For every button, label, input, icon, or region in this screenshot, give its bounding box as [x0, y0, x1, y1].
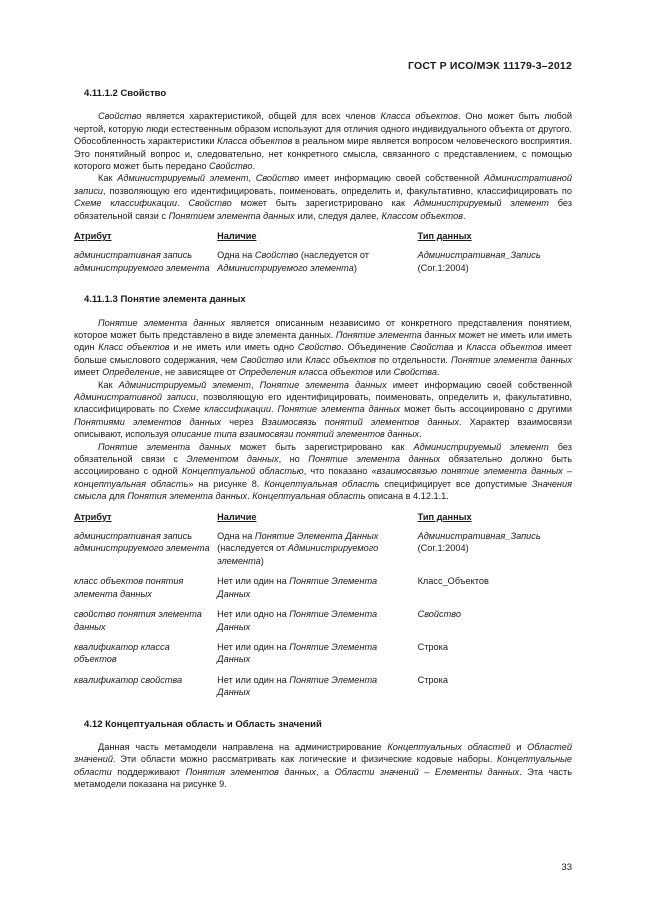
paragraph-data-element-concept-administered-item: Как Администрируемый элемент, Понятие элемента данных имеет информацию своей собственной Административной записи, позволяющую его идентифицировать, поименовать, определить и, факультативно, классифицировать по Схеме классификации. Понятие элемента данных может быть ассоциировано с другими Понятиями элементов данных через Взаимосвязь понятий элементов данных. Характер взаимосвязи описывают, используя описание типа взаимосвязи понятий элементов данных.: [74, 379, 573, 440]
attribute-table-property-wrapper: [74, 230, 572, 278]
attribute-table-data-element-concept: [74, 511, 572, 703]
cell-datatype: Административная_Запись (Cor.1:2004): [417, 531, 541, 554]
cell-datatype: Класс_Объектов: [417, 576, 489, 587]
column-header-presence: Наличие: [217, 511, 257, 522]
attribute-table-dec-wrapper: [74, 511, 572, 703]
section-heading-4-11-1-2: 4.11.1.2 Свойство: [84, 88, 167, 99]
column-header-attribute: Атрибут: [74, 511, 112, 522]
cell-datatype: Свойство: [417, 609, 461, 620]
cell-presence: Нет или один на Понятие Элемента Данных: [217, 674, 378, 698]
cell-datatype: Строка: [417, 674, 448, 685]
cell-presence: Нет или один на Понятие Элемента Данных: [217, 576, 378, 599]
cell-attribute: квалификатор свойства: [74, 674, 183, 685]
cell-attribute: свойство понятия элемента данных: [74, 609, 202, 632]
table-header-row: [74, 511, 572, 526]
paragraph-property-administered-item: Как Администрируемый элемент, Свойство имеет информацию своей собственной Административной записи, позволяющую его идентифицировать, поименовать, определить и, факультативно, классифицировать по Схеме классификации. Свойство может быть зарегистрировано как Администрируемый элемент без обязательной связи с Понятием элемента данных или, следуя далее, Классом объектов.: [74, 173, 572, 221]
page-number: 33: [561, 862, 572, 873]
cell-attribute: административная запись администрируемого элемента: [74, 531, 210, 554]
cell-attribute: класс объектов понятия элемента данных: [74, 576, 184, 599]
cell-presence: Одна на Понятие Элемента Данных (наследуется от Администрируемого элемента): [217, 531, 379, 566]
paragraph-data-element-concept-definition: Понятие элемента данных является описанным независимо от конкретного представления понятием, которое может быть представлено в виде элемента данных. Понятие элемента данных может не иметь или иметь один Класс объектов и не иметь или иметь одно Свойство. Объединение Свойства и Класса объектов имеет больше смыслового содержания, чем Свойство или Класс объектов по отдельности. Понятие элемента данных имеет Определение, не зависящее от Определения класса объектов или Свойства.: [74, 317, 573, 378]
column-header-datatype: Тип данных: [417, 231, 472, 241]
section-heading-4-11-1-3: 4.11.1.3 Понятие элемента данных: [84, 294, 246, 306]
page-content: [74, 88, 572, 791]
table-header-row: [74, 230, 572, 245]
page-header-standard-number: ГОСТ Р ИСО/МЭК 11179-3–2012: [407, 60, 572, 72]
table-row: [74, 571, 572, 604]
cell-attribute: административная запись администрируемого элемента: [74, 250, 210, 273]
table-row: [74, 526, 572, 571]
table-row: [74, 245, 572, 278]
cell-attribute: квалификатор класса объектов: [74, 641, 170, 665]
paragraph-data-element-concept-registration: Понятие элемента данных может быть зарегистрировано как Администрируемый элемент без обязательной связи с Элементом данных, но Понятие элемента данных обязательно должно быть ассоциировано с одной Концептуальной областью, что показано «взаимосвязью понятие элемента данных – концептуальная область» на рисунке 8. Концептуальная область специфицирует все допустимые Значения смысла для Понятия элемента данных. Концептуальная область описана в 4.12.1.1.: [74, 441, 573, 502]
cell-presence: Нет или один на Понятие Элемента Данных: [217, 641, 378, 665]
column-header-attribute: Атрибут: [74, 231, 112, 241]
paragraph-property-definition: Свойство является характеристикой, общей для всех членов Класса объектов. Оно может быть любой чертой, которую люди естественным образом используют для отличия одного индивидуального объекта от другого. Обособленность характеристики Класса объектов в реальном мире является вопросом человеческого восприятия. Это понятийный вопрос и, следовательно, нет конкретного смысла, связанного с представлением, с помощью которого может быть передано Свойство.: [74, 111, 572, 171]
cell-datatype: Административная_Запись (Cor.1:2004): [417, 250, 541, 273]
table-row: [74, 637, 572, 670]
table-row: [74, 670, 572, 703]
paragraph-conceptual-domain-intro: Данная часть метамодели направлена на администрирование Концептуальных областей и Областей значений. Эти области можно рассматривать как логические и физические кодовые наборы. Концептуальные области поддерживают Понятия элементов данных, а Области значений – Елементы данных. Эта часть метамодели показана на рисунке 9.: [74, 741, 572, 790]
cell-presence: Одна на Свойство (наследуется от Администрируемого элемента): [217, 250, 369, 273]
attribute-table-property: [74, 230, 572, 278]
column-header-datatype: Тип данных: [417, 511, 472, 522]
cell-presence: Нет или одно на Понятие Элемента Данных: [217, 609, 378, 632]
table-row: [74, 604, 572, 637]
section-heading-4-12: 4.12 Концептуальная область и Область значений: [84, 718, 322, 730]
column-header-presence: Наличие: [217, 231, 257, 241]
cell-datatype: Строка: [417, 641, 448, 652]
